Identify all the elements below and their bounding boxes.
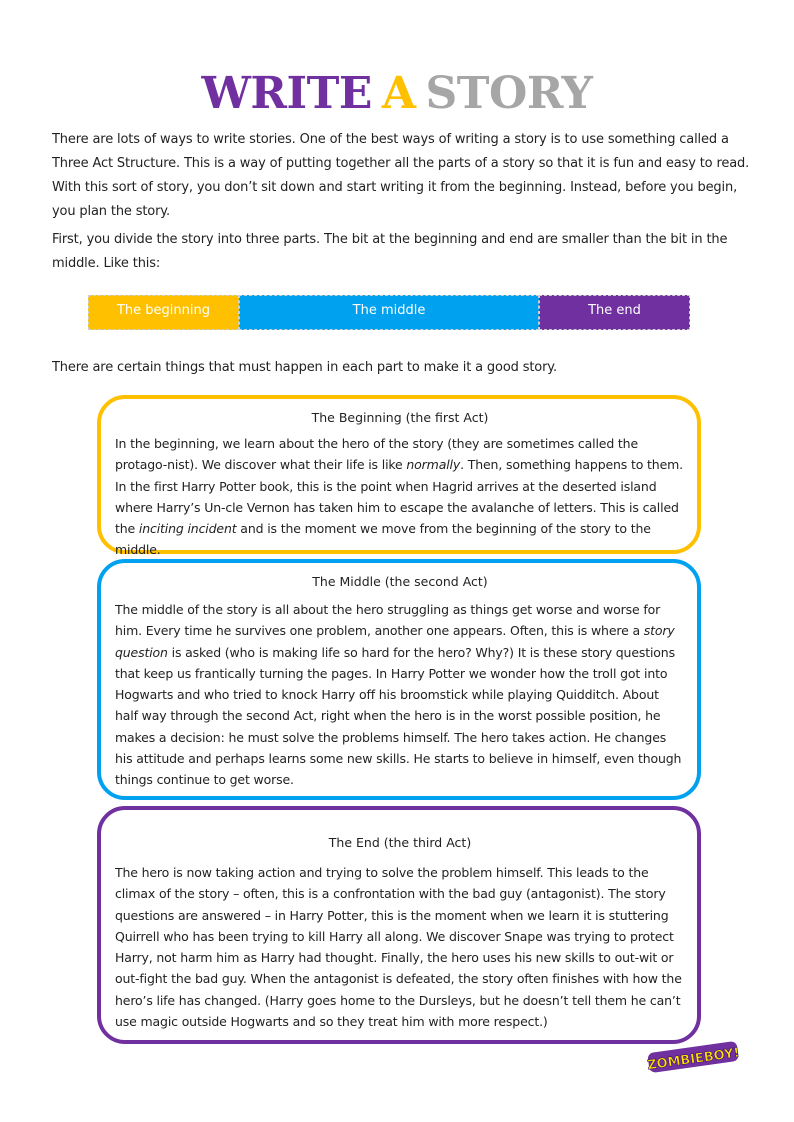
emphasis-story-question: story question bbox=[115, 623, 675, 660]
act-text-middle bbox=[115, 599, 685, 791]
intro-paragraph-3: There are certain things that must happen in each part to make it a good story. bbox=[52, 360, 557, 375]
intro-paragraph-1: There are lots of ways to write stories. One of the best ways of writing a story is to use something called a Three Act Structure. This is a way of putting together all the parts of a story so that it is fun and easy to read. With this sort of story, you don’t sit down and start writing it from the beginning. Instead, before you begin, you plan the story. bbox=[52, 132, 750, 219]
title-word-write: WRITE bbox=[201, 68, 372, 119]
bar-label-beginning: The beginning bbox=[116, 303, 210, 318]
svg-text:ZOMBIEBOY!: ZOMBIEBOY! bbox=[646, 1045, 741, 1074]
act-text-beginning bbox=[115, 433, 685, 561]
emphasis-inciting-incident: inciting incident bbox=[138, 521, 237, 537]
zombie-logo-icon bbox=[645, 1038, 741, 1074]
act-text-beginning-part1: In the beginning, we learn about the hero of the story (they are sometimes called the protago-nist). We discover what their life is like bbox=[115, 436, 638, 473]
act-text-middle-part2: is asked (who is making life so hard for the hero? Why?) It is these story questions that keep us frantically turning the pages. In Harry Potter we wonder how the troll got into Hogwarts and who tried to knock Harry off his broomstick while playing Quidditch. About half way through the second Act, right when the hero is in the worst possible position, he makes a decision: he must solve the problems himself. The hero takes action. He changes his attitude and perhaps learns some new skills. He starts to believe in himself, even though things continue to get worse. bbox=[115, 644, 682, 788]
bar-label-end: The end bbox=[588, 303, 641, 318]
bar-segment-end bbox=[539, 295, 690, 330]
title-word-a: A bbox=[381, 68, 416, 119]
intro-paragraph-2: First, you divide the story into three parts. The bit at the beginning and end are smaller than the bit in the middle. Like this: bbox=[52, 232, 728, 271]
act-text-beginning-part2: . Then, something happens to them. In the first Harry Potter book, this is the point when Hagrid arrives at the deserted island where Harry’s Un-cle Vernon has taken him to escape the avalanche of letters. This is called the bbox=[115, 457, 683, 537]
act-box-middle bbox=[97, 559, 701, 800]
act-text-beginning-part3: and is the moment we move from the beginning of the story to the middle. bbox=[115, 521, 651, 558]
bar-label-middle: The middle bbox=[352, 303, 426, 318]
act-text-middle-part1: The middle of the story is all about the hero struggling as things get worse and worse for him. Every time he survives one problem, another one appears. Often, this is where a bbox=[115, 602, 661, 639]
bar-segment-beginning bbox=[88, 295, 239, 330]
act-heading-middle: The Middle (the second Act) bbox=[312, 574, 488, 589]
act-box-end bbox=[97, 806, 701, 1044]
page-title bbox=[0, 66, 794, 122]
emphasis-normally: normally bbox=[406, 457, 461, 473]
act-box-beginning bbox=[97, 395, 701, 558]
act-heading-end: The End (the third Act) bbox=[328, 835, 472, 850]
bar-segment-middle bbox=[239, 295, 539, 330]
title-word-story: STORY bbox=[425, 68, 593, 119]
three-act-bar bbox=[88, 295, 690, 330]
act-heading-beginning: The Beginning (the first Act) bbox=[311, 410, 489, 425]
act-text-end: The hero is now taking action and trying to solve the problem himself. This leads to the climax of the story – often, this is a confrontation with the bad guy (antagonist). The story questions are answered – in Harry Potter, this is the moment when we learn it is stuttering Quirrell who has been trying to kill Harry all along. We discover Snape was trying to protect Harry, not harm him as Harry had thought. Finally, the hero uses his new skills to out-wit or out-fight the bad guy. When the antagonist is defeated, the story often finishes with how the hero’s life has changed. (Harry goes home to the Dursleys, but he doesn’t tell them he can’t use magic outside Hogwarts and so they treat him with more respect.) bbox=[115, 865, 682, 1030]
